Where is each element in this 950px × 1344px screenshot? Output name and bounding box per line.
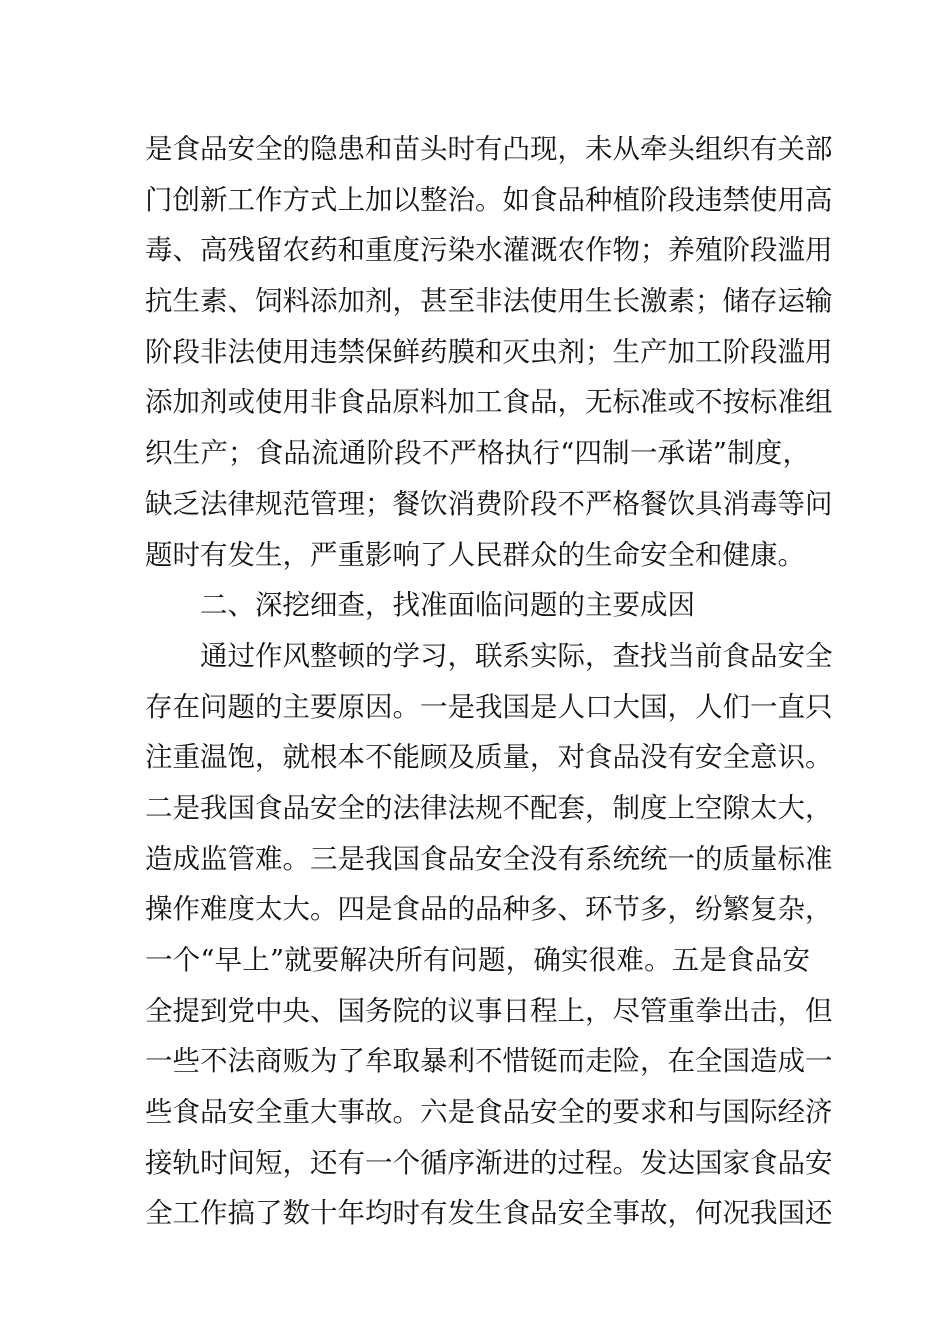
text-line: 缺乏法律规范管理；餐饮消费阶段不严格餐饮具消毒等问 xyxy=(145,487,833,520)
text-line: 添加剂或使用非食品原料加工食品，无标准或不按标准组 xyxy=(145,386,833,419)
text-line: 些食品安全重大事故。六是食品安全的要求和与国际经济 xyxy=(145,1096,833,1129)
text-line: 织生产；食品流通阶段不严格执行“四制一承诺”制度， xyxy=(145,437,810,470)
text-line: 一个“早上”就要解决所有问题，确实很难。五是食品安 xyxy=(145,944,810,976)
text-line: 题时有发生，严重影响了人民群众的生命安全和健康。 xyxy=(145,538,805,571)
text-line: 存在问题的主要原因。一是我国是人口大国，人们一直只 xyxy=(145,690,833,723)
text-line: 全工作搞了数十年均时有发生食品安全事故，何况我国还 xyxy=(145,1197,833,1230)
text-line: 二是我国食品安全的法律法规不配套，制度上空隙太大， xyxy=(145,791,833,824)
text-line: 阶段非法使用违禁保鲜药膜和灭虫剂；生产加工阶段滥用 xyxy=(145,335,833,368)
text-line: 全提到党中央、国务院的议事日程上，尽管重拳出击，但 xyxy=(145,994,833,1027)
body-text xyxy=(145,124,833,1239)
text-line: 毒、高残留农药和重度污染水灌溉农作物；养殖阶段滥用 xyxy=(145,234,833,267)
text-line: 操作难度太大。四是食品的品种多、环节多，纷繁复杂， xyxy=(145,893,833,926)
text-line: 接轨时间短，还有一个循序渐进的过程。发达国家食品安 xyxy=(145,1146,833,1179)
paragraph-first-line: 通过作风整顿的学习，联系实际，查找当前食品安全 xyxy=(200,639,833,672)
text-line: 抗生素、饲料添加剂，甚至非法使用生长激素；储存运输 xyxy=(145,285,833,318)
text-line: 一些不法商贩为了牟取暴利不惜铤而走险，在全国造成一 xyxy=(145,1045,833,1078)
text-line: 造成监管难。三是我国食品安全没有系统统一的质量标准 xyxy=(145,842,833,875)
text-line: 注重温饱，就根本不能顾及质量，对食品没有安全意识。 xyxy=(145,741,833,774)
text-line: 门创新工作方式上加以整治。如食品种植阶段违禁使用高 xyxy=(145,183,833,216)
paragraph-first-line: 二、深挖细查，找准面临问题的主要成因 xyxy=(200,589,695,622)
text-line: 是食品安全的隐患和苗头时有凸现，未从牵头组织有关部 xyxy=(145,133,833,165)
